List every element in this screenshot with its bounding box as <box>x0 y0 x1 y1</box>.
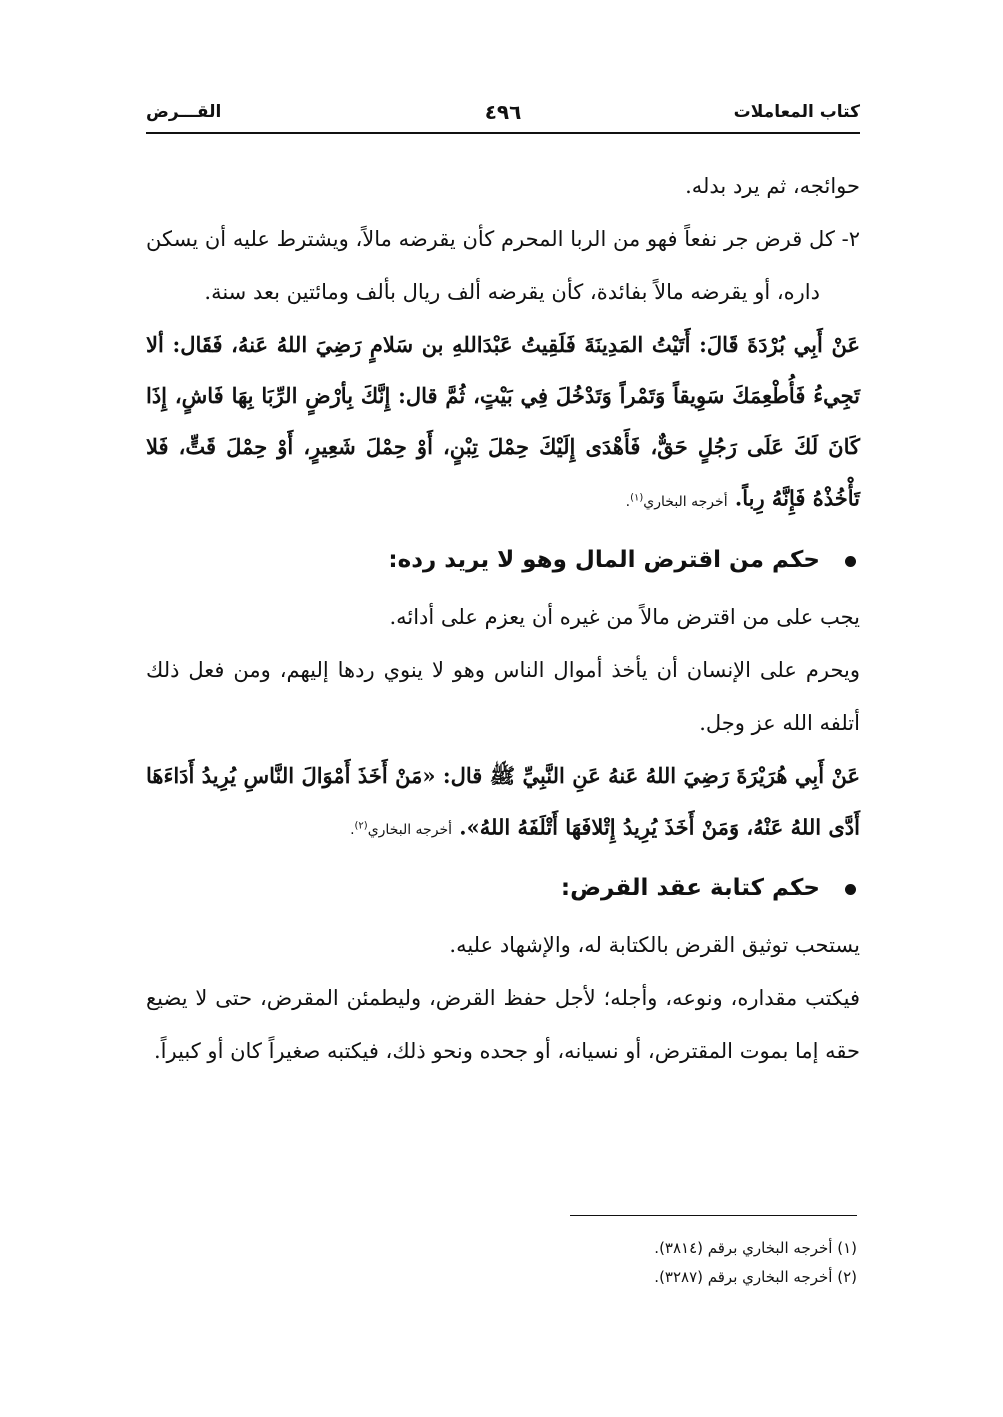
hadith-text: عَنْ أَبِي بُرْدَةَ قَالَ: أَتَيْتُ المَدِينَةَ فَلَقِيتُ عَبْدَاللهِ بن سَلامٍ رَضِيَ اللهُ عَنهُ، فَقَال: ألا تَجِيءُ فَأُطْعِمَكَ سَوِيقاً وَتَمْراً وَتَدْخُلَ فِي بَيْتٍ، ثُمَّ قال: إِنَّكَ بِأرْضٍ الرِّبَا بِهَا فَاشٍ، إِذَا كَانَ لَكَ عَلَى رَجُلٍ حَقٌّ، فَأَهْدَى إِلَيْكَ حِمْلَ تِبْنٍ، أَوْ حِمْلَ شَعِيرٍ، أَوْ حِمْلَ قَتٍّ، فَلا تَأْخُذْهُ فَإِنَّهُ رِباً. <box>146 332 860 511</box>
footnote-separator <box>570 1215 857 1216</box>
chapter-title: القـــرض <box>146 102 222 122</box>
footnote-2: (٢) أخرجه البخاري برقم (٣٢٨٧). <box>654 1268 857 1286</box>
section-heading-non-repayment: حكم من اقترض المال وهو لا يريد رده: <box>146 534 860 587</box>
book-title: كتاب المعاملات <box>733 102 860 122</box>
hadith-text: عَنْ أَبِي هُرَيْرَةَ رَضِيَ اللهُ عَنهُ عَنِ النَّبِيِّ ﷺ قال: «مَنْ أَخَذَ أَمْوَالَ النَّاسِ يُرِيدُ أَدَاءَهَا أَدَّى اللهُ عَنْهُ، وَمَنْ أَخَذَ يُرِيدُ إِتْلافَهَا أَتْلَفَهُ اللهُ». <box>146 762 860 840</box>
numbered-item-2: ٢- كل قرض جر نفعاً فهو من الربا المحرم كأن يقرضه مالاً، ويشترط عليه أن يسكن داره، أو يقرضه مالاً بفائدة، كأن يقرضه ألف ريال بألف ومائتين بعد سنة. <box>146 227 860 304</box>
hadith-abu-hurayra <box>146 750 860 857</box>
section-heading-loan-contract: حكم كتابة عقد القرض: <box>146 862 860 915</box>
recommendation-paragraph: يستحب توثيق القرض بالكتابة له، والإشهاد عليه. <box>449 933 860 958</box>
page-header <box>146 92 860 134</box>
footnotes <box>143 1234 857 1292</box>
page-number: ٤٩٦ <box>484 100 522 124</box>
intro-paragraph: حوائجه، ثم يرد بدله. <box>685 174 860 198</box>
bullet-icon <box>845 556 856 567</box>
obligation-paragraph: يجب على من اقترض مالاً من غيره أن يعزم على أدائه. <box>389 604 860 629</box>
footnote-ref[interactable]: (٢) <box>354 820 368 832</box>
footnote-1: (١) أخرجه البخاري برقم (٣٨١٤). <box>654 1239 857 1257</box>
writing-paragraph: فيكتب مقداره، ونوعه، وأجله؛ لأجل حفظ القرض، وليطمئن المقرض، حتى لا يضيع حقه إما بموت المقترض، أو نسيانه، أو جحده ونحو ذلك، فيكتبه صغيراً كان أو كبيراً. <box>146 986 860 1064</box>
hadith-abu-burda <box>146 319 860 528</box>
page-body <box>146 160 860 1078</box>
hadith-source: أخرجه البخاري$^{(٢)}$. <box>350 820 452 839</box>
prohibition-paragraph: ويحرم على الإنسان أن يأخذ أموال الناس وهو لا ينوي ردها إليهم، ومن فعل ذلك أتلفه الله عز وجل. <box>146 657 860 735</box>
hadith-source: أخرجه البخاري$^{(١)}$. <box>625 492 728 510</box>
footnote-ref[interactable]: (١) <box>630 492 644 503</box>
bullet-icon <box>845 884 856 895</box>
